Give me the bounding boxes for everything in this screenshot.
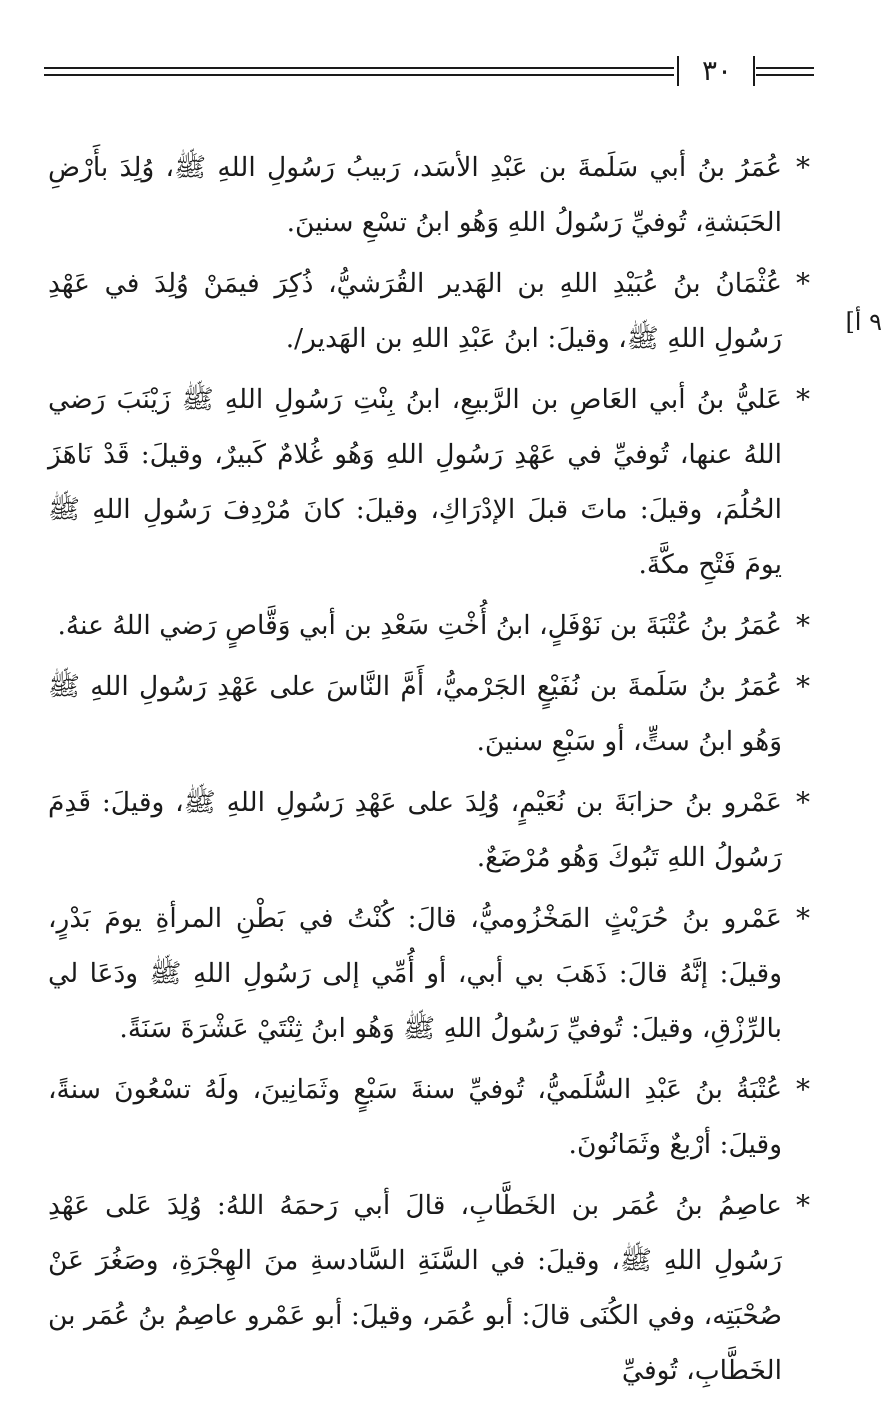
manuscript-folio-note: ٩ أ] bbox=[845, 308, 882, 336]
biography-entry bbox=[48, 1062, 818, 1172]
entry-text: عُثْمَانُ بنُ عُبَيْدِ اللهِ بن الهَدير القُرَشيُّ، ذُكِرَ فيمَنْ وُلِدَ في عَهْدِ رَسُولِ اللهِ ﷺ، وقيلَ: ابنُ عَبْدِ اللهِ بن الهَدير/. bbox=[48, 268, 782, 354]
biography-entry bbox=[48, 598, 818, 653]
page-number: ٣٠ bbox=[701, 54, 733, 87]
header-bar-right bbox=[753, 56, 755, 86]
bullet-star: * bbox=[796, 902, 810, 935]
bullet-star: * bbox=[796, 670, 810, 703]
entry-text: عُمَرُ بنُ عُتْبَةَ بن نَوْفَلٍ، ابنُ أُخْتِ سَعْدِ بن أبي وَقَّاصٍ رَضي اللهُ عنهُ. bbox=[57, 610, 782, 641]
biography-entry bbox=[48, 891, 818, 1056]
entry-text: عاصِمُ بنُ عُمَر بن الخَطَّابِ، قالَ أبي رَحمَهُ اللهُ: وُلِدَ عَلى عَهْدِ رَسُولِ اللهِ ﷺ، وقيلَ: في السَّنَةِ السَّادسةِ منَ الهِجْرَةِ، وصَغُرَ عَنْ صُحْبَتِه، وفي الكُنَى قالَ: أبو عُمَر، وقيلَ: أبو عَمْرو عاصِمُ بنُ عُمَر بن الخَطَّابِ، تُوفيِّ bbox=[48, 1190, 782, 1386]
entry-text: عَمْرو بنُ حُرَيْثٍ المَخْزُوميُّ، قالَ: كُنْتُ في بَطْنِ المرأةِ يومَ بَدْرٍ، وقيلَ: إنَّهُ قالَ: ذَهَبَ بي أبي، أو أُمِّي إلى رَسُولِ اللهِ ﷺ ودَعَا لي بالرِّزْقِ، وقيلَ: تُوفيِّ رَسُولُ اللهِ ﷺ وَهُو ابنُ ثِنْتَيْ عَشْرَةَ سَنَةً. bbox=[48, 903, 782, 1044]
bullet-star: * bbox=[796, 1073, 810, 1106]
biography-entry bbox=[48, 140, 818, 250]
biography-entry bbox=[48, 256, 818, 366]
bullet-star: * bbox=[796, 786, 810, 819]
entry-text: عُمَرُ بنُ سَلَمةَ بن نُفَيْعٍ الجَرْميُّ، أَمَّ النَّاسَ على عَهْدِ رَسُولِ اللهِ ﷺ وَهُو ابنُ ستٍّ، أو سَبْعِ سنينَ. bbox=[48, 671, 782, 757]
entry-text: عُتْبَةُ بنُ عَبْدِ السُّلَميُّ، تُوفيِّ سنةَ سَبْعٍ وثَمَانِينَ، ولَهُ تسْعُونَ سنةً، وقيلَ: أرْبعٌ وثَمَانُونَ. bbox=[48, 1074, 782, 1160]
biography-entry bbox=[48, 1178, 818, 1398]
bullet-star: * bbox=[796, 151, 810, 184]
biography-entry bbox=[48, 659, 818, 769]
header-bar-left bbox=[677, 56, 679, 86]
bullet-star: * bbox=[796, 383, 810, 416]
header-rule-right bbox=[756, 67, 814, 76]
entry-text: عَليُّ بنُ أبي العَاصِ بن الرَّبيعِ، ابنُ بِنْتِ رَسُولِ اللهِ ﷺ زَيْنَبَ رَضي اللهُ عنها، تُوفيِّ في عَهْدِ رَسُولِ اللهِ وَهُو غُلامٌ كَبيرٌ، وقيلَ: قَدْ نَاهَزَ الحُلُمَ، وقيلَ: ماتَ قبلَ الإدْرَاكِ، وقيلَ: كانَ مُرْدِفَ رَسُولِ اللهِ ﷺ يومَ فَتْحِ مكَّةَ. bbox=[48, 384, 782, 580]
entry-text: عُمَرُ بنُ أبي سَلَمةَ بن عَبْدِ الأسَد، رَبيبُ رَسُولِ اللهِ ﷺ، وُلِدَ بأَرْضِ الحَبَشةِ، تُوفيِّ رَسُولُ اللهِ وَهُو ابنُ تسْعِ سنينَ. bbox=[48, 152, 782, 238]
bullet-star: * bbox=[796, 267, 810, 300]
biography-entry bbox=[48, 775, 818, 885]
biography-entry bbox=[48, 372, 818, 592]
main-text bbox=[48, 140, 818, 1404]
header-rule-left bbox=[44, 67, 674, 76]
entry-text: عَمْرو بنُ حزابَةَ بن نُعَيْمٍ، وُلِدَ على عَهْدِ رَسُولِ اللهِ ﷺ، وقيلَ: قَدِمَ رَسُولُ اللهِ تَبُوكَ وَهُو مُرْضَعٌ. bbox=[48, 787, 782, 873]
bullet-star: * bbox=[796, 609, 810, 642]
page-header bbox=[44, 52, 814, 92]
bullet-star: * bbox=[796, 1189, 810, 1222]
